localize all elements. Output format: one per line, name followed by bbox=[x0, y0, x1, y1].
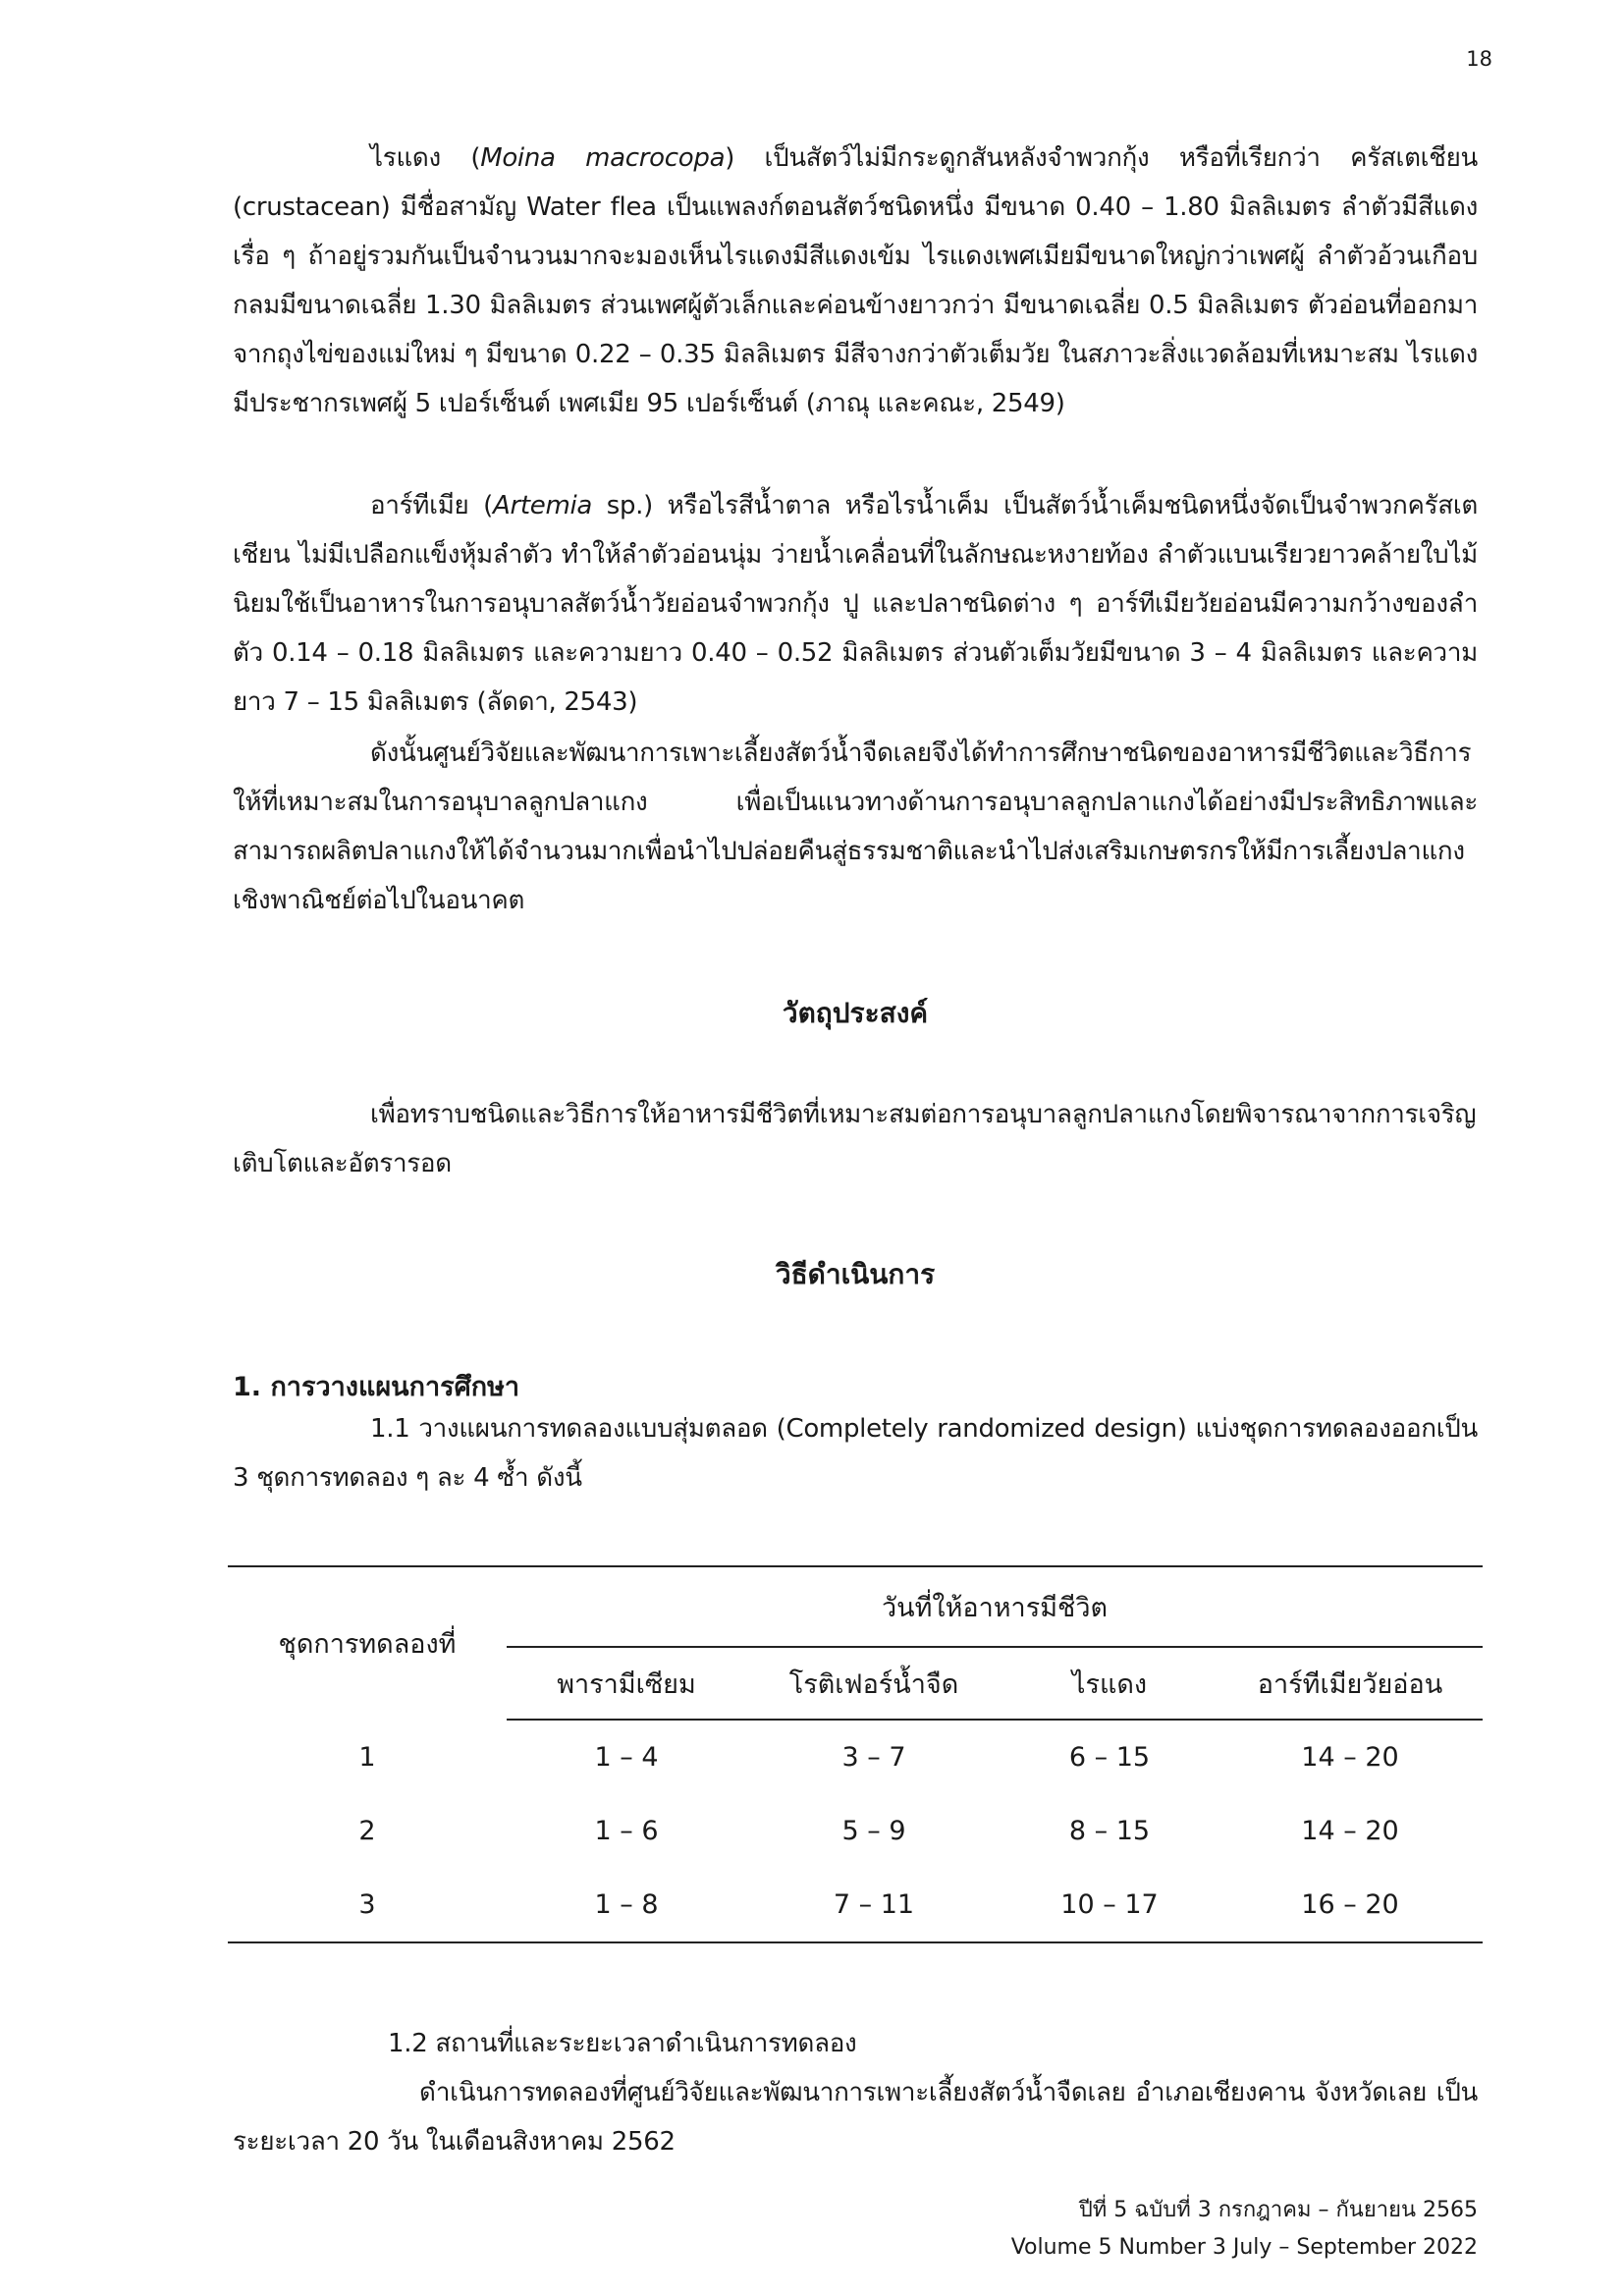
scientific-name-moina: Moina macrocopa bbox=[480, 143, 726, 173]
paragraph-moina bbox=[233, 134, 1478, 428]
table-cell: 16 – 20 bbox=[1218, 1868, 1483, 1942]
feeding-schedule-table bbox=[228, 1565, 1483, 1943]
col-header-artemia: อาร์ทีเมียวัยอ่อน bbox=[1218, 1647, 1483, 1720]
table-row bbox=[228, 1720, 1483, 1794]
table-cell: 3 bbox=[228, 1868, 507, 1942]
page-number: 18 bbox=[1466, 47, 1492, 71]
p3-text: ดังนั้นศูนย์วิจัยและพัฒนาการเพาะเลี้ยงสัตว์น้ำจืดเลยจึงได้ทำการศึกษาชนิดของอาหารมีชีวิตและวิธีการให้ที่เหมาะสมในการอนุบาลลูกปลาแกง เพื่อเป็นแนวทางด้านการอนุบาลลูกปลาแกงได้อย่างมีประสิทธิภาพและสามารถผลิตปลาแกงให้ได้จำนวนมากเพื่อนำไปปล่อยคืนสู่ธรรมชาติและนำไปส่งเสริมเกษตรกรให้มีการเลี้ยงปลาแกงเชิงพาณิชย์ต่อไปในอนาคต bbox=[233, 738, 1478, 915]
p2-text-a: อาร์ทีเมีย ( bbox=[370, 491, 493, 520]
table-cell: 1 bbox=[358, 1741, 376, 1773]
footer-issue-english: Volume 5 Number 3 July – September 2022 bbox=[1010, 2235, 1478, 2260]
paragraph-artemia bbox=[233, 481, 1478, 727]
paragraph-location bbox=[233, 2068, 1478, 2166]
table-cell: 1 – 8 bbox=[507, 1868, 746, 1942]
location-title-text: 1.2 สถานที่และระยะเวลาดำเนินการทดลอง bbox=[388, 2029, 857, 2058]
col-header-moina: ไรแดง bbox=[1001, 1647, 1218, 1720]
location-text: ดำเนินการทดลองที่ศูนย์วิจัยและพัฒนาการเพาะเลี้ยงสัตว์น้ำจืดเลย อำเภอเชียงคาน จังหวัดเลย เป็นระยะเวลา 20 วัน ในเดือนสิงหาคม 2562 bbox=[233, 2078, 1478, 2157]
table-cell: 1 – 6 bbox=[594, 1816, 659, 1846]
heading-objective: วัตถุประสงค์ bbox=[782, 997, 929, 1029]
table-cell: 3 – 7 bbox=[841, 1742, 906, 1773]
paragraph-design bbox=[233, 1404, 1478, 1503]
paragraph-objective bbox=[233, 1090, 1478, 1188]
table-cell: 10 – 17 bbox=[1001, 1868, 1218, 1942]
objective-text: เพื่อทราบชนิดและวิธีการให้อาหารมีชีวิตที่เหมาะสมต่อการอนุบาลลูกปลาแกงโดยพิจารณาจากการเจริญเติบโตและอัตรารอด bbox=[233, 1100, 1477, 1178]
table-cell: 6 – 15 bbox=[1068, 1742, 1151, 1773]
footer-issue-thai: ปีที่ 5 ฉบับที่ 3 กรกฎาคม – กันยายน 2565 bbox=[1078, 2198, 1478, 2222]
col-header-rotifer: โรติเฟอร์น้ำจืด bbox=[746, 1647, 1001, 1720]
col-header-paramecium: พารามีเซียม bbox=[507, 1647, 746, 1720]
table-cell: 14 – 20 bbox=[1301, 1742, 1399, 1773]
subsection-1-2-title bbox=[233, 2019, 1478, 2068]
table-cell: 8 – 15 bbox=[1068, 1816, 1151, 1846]
subheading-plan: 1. การวางแผนการศึกษา bbox=[233, 1372, 520, 1402]
table-cell: 7 – 11 bbox=[746, 1868, 1001, 1942]
table-cell: 2 bbox=[358, 1816, 376, 1846]
col-header-set: ชุดการทดลองที่ bbox=[228, 1566, 507, 1720]
design-text: 1.1 วางแผนการทดลองแบบสุ่มตลอด (Completely randomized design) แบ่งชุดการทดลองออกเป็น 3 ชุดการทดลอง ๆ ละ 4 ซ้ำ ดังนี้ bbox=[233, 1414, 1478, 1493]
table-cell: 1 – 4 bbox=[594, 1742, 659, 1773]
p1-text-b: ) เป็นสัตว์ไม่มีกระดูกสันหลังจำพวกกุ้ง หรือที่เรียกว่า ครัสเตเชียน (crustacean) มีชื่อสามัญ Water flea เป็นแพลงก์ตอนสัตว์ชนิดหนึ่ง มีขนาด 0.40 – 1.80 มิลลิเมตร ลำตัวมีสีแดงเรื่อ ๆ ถ้าอยู่รวมกันเป็นจำนวนมากจะมองเห็นไรแดงมีสีแดงเข้ม ไรแดงเพศเมียมีขนาดใหญ่กว่าเพศผู้ ลำตัวอ้วนเกือบกลมมีขนาดเฉลี่ย 1.30 มิลลิเมตร ส่วนเพศผู้ตัวเล็กและค่อนข้างยาวกว่า มีขนาดเฉลี่ย 0.5 มิลลิเมตร ตัวอ่อนที่ออกมาจากถุงไข่ของแม่ใหม่ ๆ มีขนาด 0.22 – 0.35 มิลลิเมตร มีสีจางกว่าตัวเต็มวัย ในสภาวะสิ่งแวดล้อมที่เหมาะสม ไรแดงมีประชากรเพศผู้ 5 เปอร์เซ็นต์ เพศเมีย 95 เปอร์เซ็นต์ (ภาณุ และคณะ, 2549) bbox=[233, 143, 1479, 418]
table-cell: 5 – 9 bbox=[841, 1816, 906, 1846]
col-header-feeding-days: วันที่ให้อาหารมีชีวิต bbox=[507, 1566, 1483, 1647]
paragraph-rationale bbox=[233, 729, 1478, 925]
table-row bbox=[228, 1868, 1483, 1942]
p2-text-b: sp.) หรือไรสีน้ำตาล หรือไรน้ำเค็ม เป็นสัตว์น้ำเค็มชนิดหนึ่งจัดเป็นจำพวกครัสเตเชียน ไม่มีเปลือกแข็งหุ้มลำตัว ทำให้ลำตัวอ่อนนุ่ม ว่ายน้ำเคลื่อนที่ในลักษณะหงายท้อง ลำตัวแบนเรียวยาวคล้ายใบไม้ นิยมใช้เป็นอาหารในการอนุบาลสัตว์น้ำวัยอ่อนจำพวกกุ้ง ปู และปลาชนิดต่าง ๆ อาร์ทีเมียวัยอ่อนมีความกว้างของลำตัว 0.14 – 0.18 มิลลิเมตร และความยาว 0.40 – 0.52 มิลลิเมตร ส่วนตัวเต็มวัยมีขนาด 3 – 4 มิลลิเมตร และความยาว 7 – 15 มิลลิเมตร (ลัดดา, 2543) bbox=[233, 491, 1478, 717]
scientific-name-artemia: Artemia bbox=[492, 491, 593, 520]
table-row bbox=[228, 1794, 1483, 1868]
heading-methods: วิธีดำเนินการ bbox=[775, 1258, 936, 1290]
table-cell: 14 – 20 bbox=[1301, 1816, 1399, 1846]
p1-text-a: ไรแดง ( bbox=[370, 143, 481, 173]
